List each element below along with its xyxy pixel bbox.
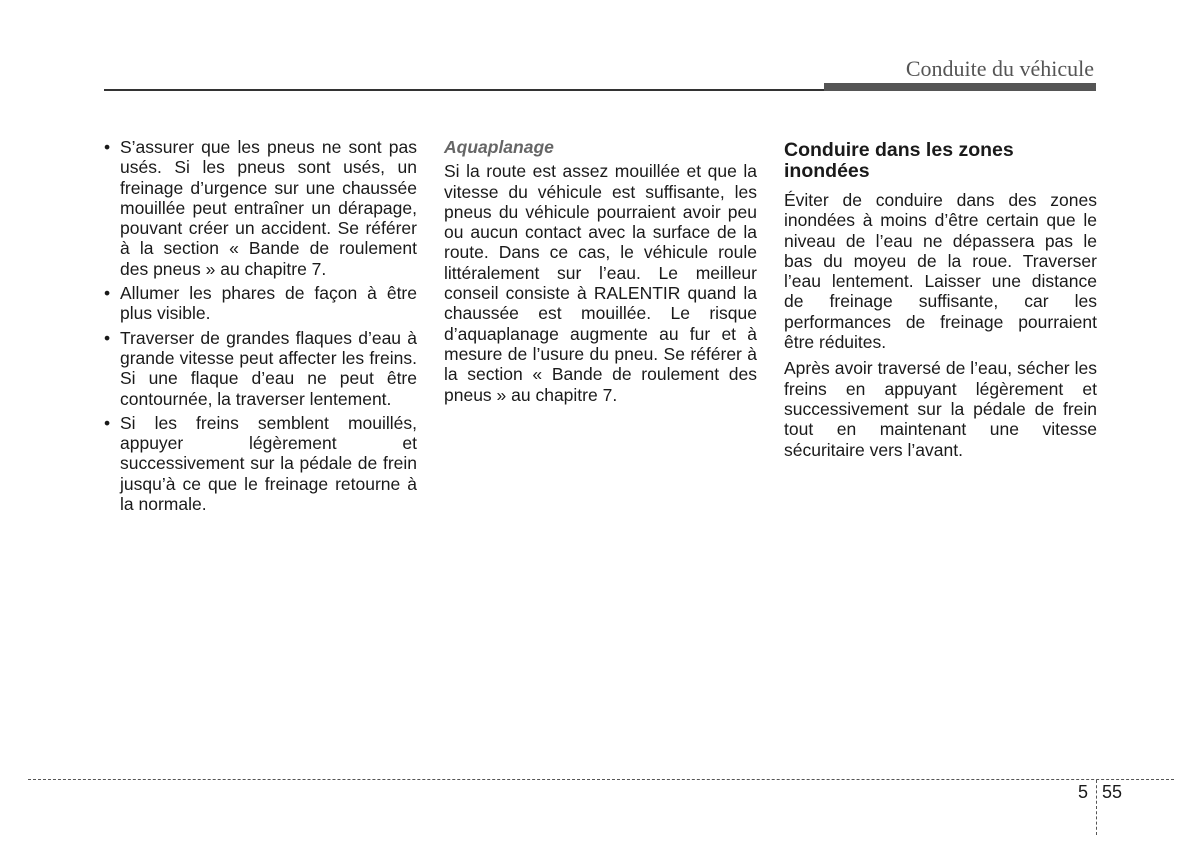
- bullet-icon: •: [104, 327, 111, 348]
- bullet-icon: •: [104, 137, 111, 157]
- footer-rule: [28, 779, 1174, 780]
- column-right: [784, 140, 1097, 466]
- paragraph: Après avoir traversé de l’eau, sécher les freins en appuyant légèrement et successivement sur la pédale de frein tout en maintenant une vitesse sécuritaire vers l’avant.: [784, 358, 1097, 460]
- list-item: [104, 137, 417, 279]
- list-item-text: Traverser de grandes flaques d’eau à grande vitesse peut affecter les freins. Si une flaque d’eau ne peut être contournée, la traverser lentement.: [120, 327, 417, 409]
- aquaplanage-subheading: Aquaplanage: [444, 137, 554, 157]
- paragraph: Éviter de conduire dans des zones inondées à moins d’être certain que le niveau de l’eau ne dépassera pas le bas du moyeu de la roue. Traverser l’eau lentement. Laisser une distance de freinage suffisante, car les performances de freinage pourraient être réduites.: [784, 190, 1097, 353]
- bullet-list: [104, 137, 417, 514]
- aquaplanage-paragraph: Si la route est assez mouillée et que la vitesse du véhicule est suffisante, les pneus du véhicule pourraient avoir peu ou aucun contact avec la surface de la route. Dans ce cas, le véhicule roule littéralement sur l’eau. Le meilleur conseil consiste à RALENTIR quand la chaussée est mouillée. Le risque d’aquaplanage augmente au fur et à mesure de l’usure du pneu. Se référer à la section « Bande de roulement des pneus » au chapitre 7.: [444, 161, 757, 405]
- list-item: [104, 413, 417, 514]
- list-item-text: Si les freins semblent mouillés, appuyer légèrement et successivement sur la pédale de frein jusqu’à ce que le freinage retourne à la normale.: [120, 412, 417, 515]
- list-item: [104, 328, 417, 409]
- list-item-text: Allumer les phares de façon à être plus visible.: [120, 283, 417, 324]
- header-rule: [104, 89, 826, 91]
- page-number: 55: [1102, 782, 1123, 802]
- bullet-icon: •: [104, 412, 111, 433]
- chapter-number: 5: [1078, 782, 1089, 802]
- list-item: [104, 283, 417, 324]
- list-item-text: S’assurer que les pneus ne sont pas usés. Si les pneus sont usés, un freinage d’urgence sur une chaussée mouillée peut entraîner un dérapage, pouvant créer un accident. Se référer à la section « Bande de roulement des pneus » au chapitre 7.: [120, 137, 417, 279]
- footer-divider: [1096, 780, 1097, 835]
- bullet-icon: •: [104, 283, 111, 304]
- column-left: [104, 137, 417, 518]
- section-heading: Conduire dans les zones inondées: [784, 139, 1014, 182]
- running-header-title: Conduite du véhicule: [905, 56, 1094, 81]
- column-middle: [444, 137, 757, 405]
- header-rule-accent: [824, 83, 1096, 91]
